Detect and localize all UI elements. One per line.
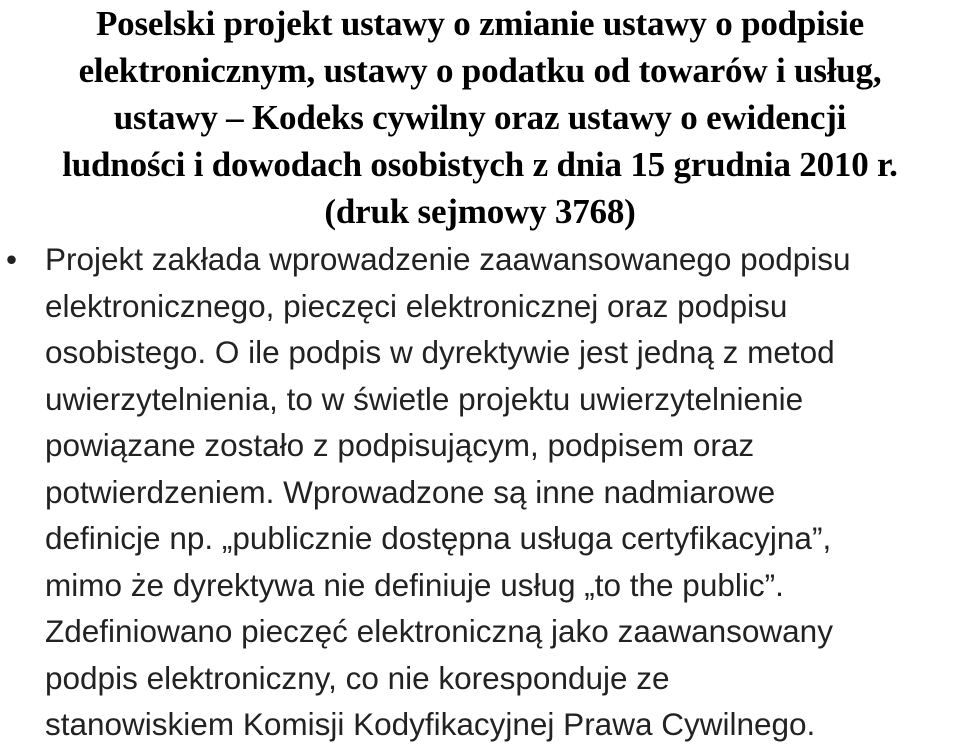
bullet-line: definicje np. „publicznie dostępna usługa certyfikacyjna”, — [45, 520, 832, 556]
bullet-line: osobistego. O ile podpis w dyrektywie jest jedną z metod — [45, 334, 835, 370]
title-line: (druk sejmowy 3768) — [324, 192, 636, 231]
bullet-line: podpis elektroniczny, co nie koresponduje ze — [45, 659, 670, 696]
bullet-line: Projekt zakłada wprowadzenie zaawansowanego podpisu — [45, 241, 851, 277]
bullet-line: uwierzytelnienia, to w świetle projektu uwierzytelnienie — [45, 380, 804, 417]
title-line: Poselski projekt ustawy o zmianie ustawy o podpisie — [96, 4, 864, 43]
bullet-line: elektronicznego, pieczęci elektronicznej oraz podpisu — [45, 287, 788, 324]
slide-title — [0, 0, 960, 235]
title-line: ludności i dowodach osobistych z dnia 15 grudnia 2010 r. — [62, 145, 898, 184]
title-line: elektronicznym, ustawy o podatku od towarów i usług, — [78, 51, 882, 90]
bullet-item — [0, 236, 960, 748]
bullet-line: potwierdzeniem. Wprowadzone są inne nadmiarowe — [45, 473, 776, 510]
bullet-line: mimo że dyrektywa nie definiuje usług „to the public”. — [45, 566, 784, 603]
title-line: ustawy – Kodeks cywilny oraz ustawy o ewidencji — [113, 98, 847, 137]
bullet-line: Zdefiniowano pieczęć elektroniczną jako zaawansowany — [45, 613, 833, 649]
bullet-line: powiązane zostało z podpisującym, podpisem oraz — [45, 427, 755, 463]
bullet-marker: • — [6, 241, 18, 277]
bullet-line: stanowiskiem Komisji Kodyfikacyjnej Prawa Cywilnego. — [45, 706, 816, 742]
